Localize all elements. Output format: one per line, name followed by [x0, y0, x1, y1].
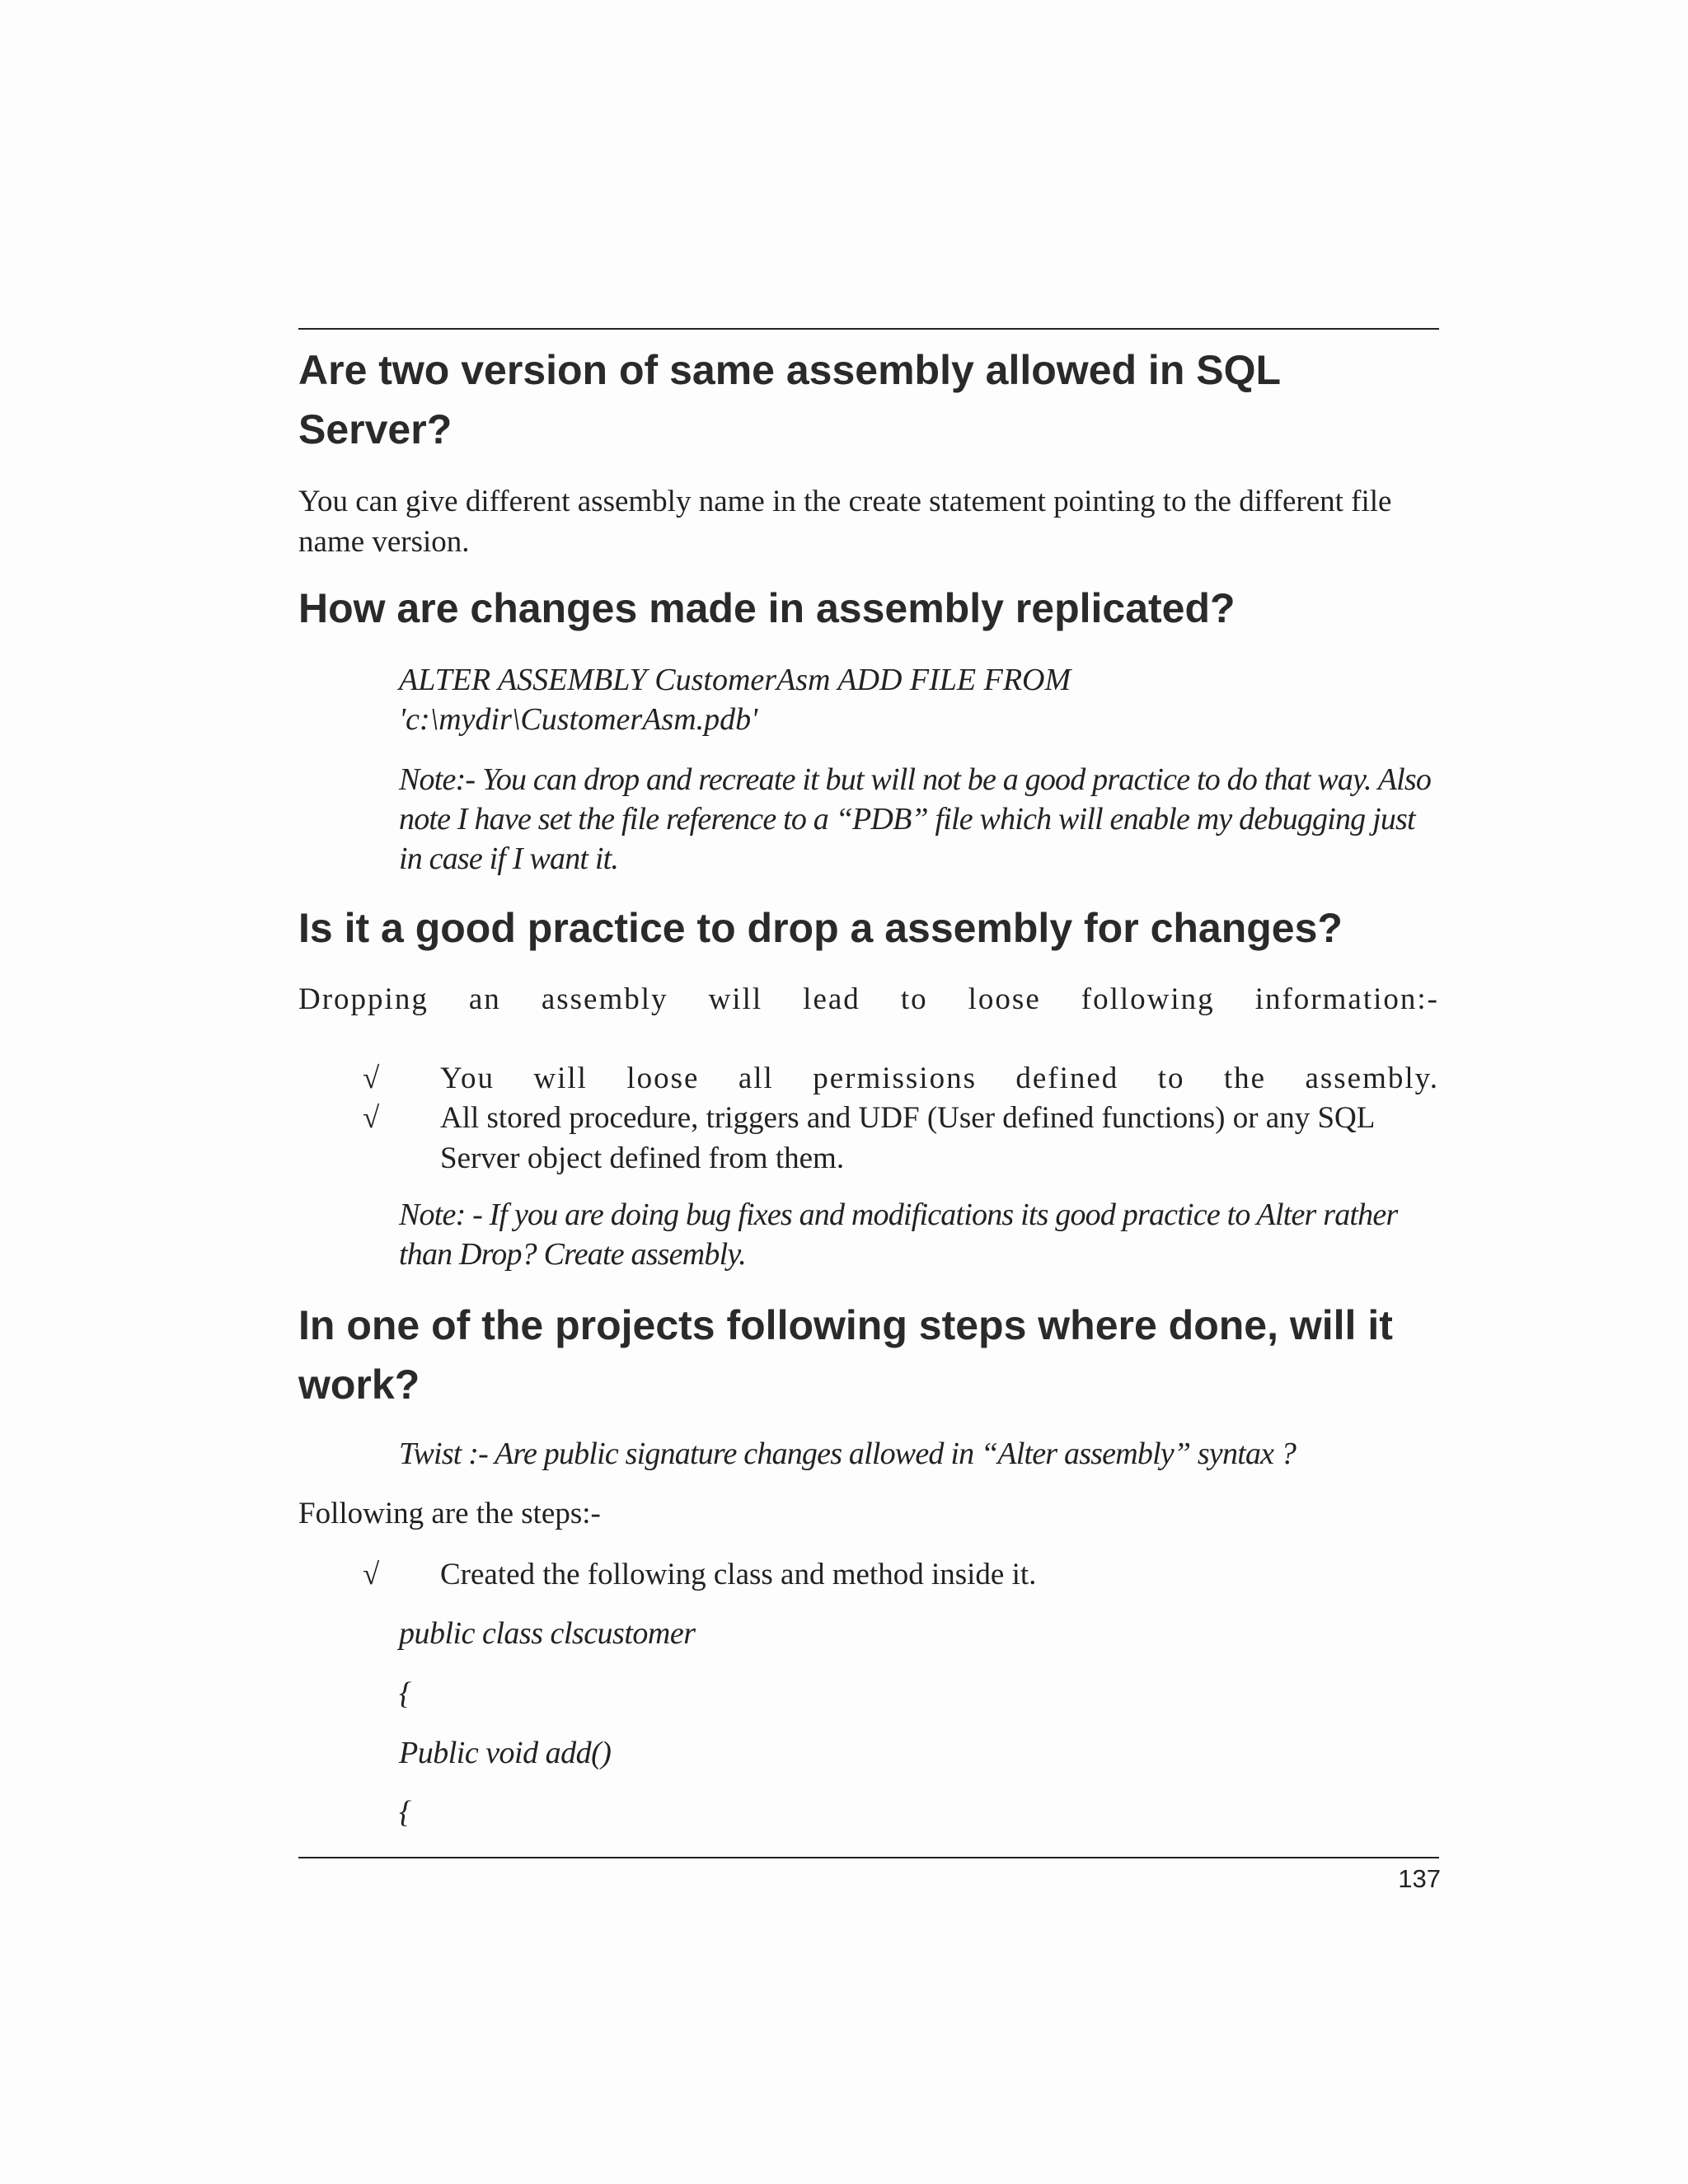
- code-line: Public void add(): [399, 1736, 612, 1770]
- check-bullet-icon: √: [363, 1062, 380, 1095]
- heading-two-versions-line2: Server?: [298, 406, 452, 452]
- bullet-text: Created the following class and method inside it.: [440, 1558, 1037, 1591]
- code-alter-assembly: [399, 660, 1439, 739]
- bullet-text: All stored procedure, triggers and UDF (User defined functions) or any SQL Server object defined from them.: [440, 1101, 1374, 1175]
- heading-projects-steps-line2: work?: [298, 1361, 420, 1408]
- heading-two-versions: [298, 340, 1469, 459]
- top-rule: [298, 328, 1439, 330]
- heading-two-versions-line1: Are two version of same assembly allowed in SQL: [298, 347, 1282, 393]
- check-bullet-icon: √: [363, 1101, 380, 1135]
- heading-projects-steps-line1: In one of the projects following steps where done, will it: [298, 1302, 1393, 1348]
- code-line: {: [399, 1676, 411, 1711]
- page-number: 137: [1398, 1864, 1441, 1893]
- twist-public-signature: Twist :- Are public signature changes allowed in “Alter assembly” syntax ?: [399, 1436, 1296, 1471]
- note-alter-rather-than-drop: Note: - If you are doing bug fixes and modifications its good practice to Alter rather than Drop? Create assembly.: [399, 1197, 1398, 1272]
- note-drop-recreate: Note:- You can drop and recreate it but will not be a good practice to do that way. Also note I have set the file reference to a “PDB” file which will enable my debugging just in case if I want it.: [399, 762, 1432, 876]
- check-bullet-icon: √: [363, 1558, 380, 1591]
- paragraph-dropping-intro: Dropping an assembly will lead to loose following information:-: [298, 982, 1439, 1016]
- paragraph-assembly-name: You can give different assembly name in the create statement pointing to the different file name version.: [298, 485, 1392, 559]
- paragraph-steps-intro: Following are the steps:-: [298, 1497, 601, 1530]
- code-line: public class clscustomer: [399, 1616, 696, 1651]
- heading-good-practice-drop: Is it a good practice to drop a assembly for changes?: [298, 905, 1343, 951]
- bottom-rule: [298, 1857, 1439, 1858]
- heading-projects-steps: [298, 1296, 1469, 1414]
- code-alter-assembly-line1: ALTER ASSEMBLY CustomerAsm ADD FILE FROM: [399, 663, 1071, 697]
- heading-changes-replicated: How are changes made in assembly replicated?: [298, 585, 1236, 631]
- bullet-text: You will loose all permissions defined to the assembly.: [440, 1062, 1439, 1095]
- code-line: {: [399, 1795, 411, 1830]
- code-alter-assembly-line2: 'c:\mydir\CustomerAsm.pdb': [399, 702, 758, 737]
